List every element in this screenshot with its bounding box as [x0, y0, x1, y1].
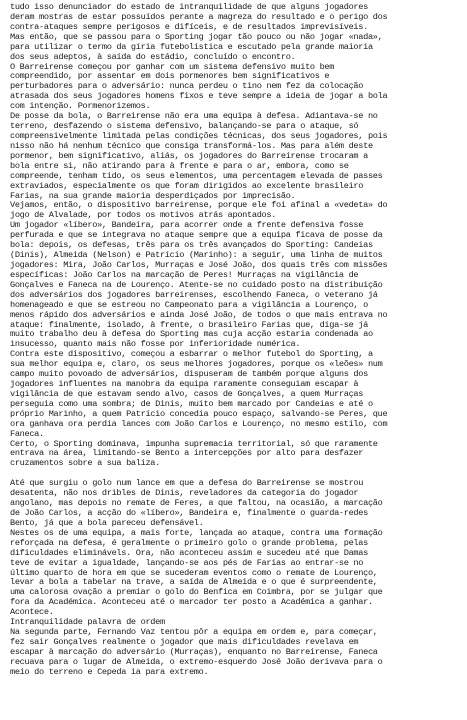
- text-line: bola: depois, os defesas, três para os três avançados do Sporting: Candeias: [10, 241, 373, 251]
- text-line: Nestes os de uma equipa, a mais forte, lançada ao ataque, contra uma formação: [10, 528, 383, 538]
- text-line: deram mostras de estar possuídos perante a magreza do resultado e o perigo dos: [10, 12, 388, 22]
- text-line: perturbadores para o adversário: nunca perdeu o tino nem fez da colocação: [10, 82, 364, 92]
- text-line: específicas: João Carlos na marcação de Peres! Murraças na vigilância de: [10, 270, 359, 280]
- text-line: próprio Marinho, a quem Patrício concedia pouco espaço, salvando-se Peres, que: [10, 409, 388, 419]
- text-line: Mas então, que se passou para o Sporting jogar tão pouco ou não jogar «nada»,: [10, 32, 383, 42]
- text-line: Um jogador «líbero», Bandeira, para acorrer onde a frente defensiva fosse: [10, 221, 364, 231]
- text-line: jogadores influentes na manobra da equipa raramente conseguiam escapar à: [10, 380, 359, 390]
- text-line: tudo isso denunciador do estado de intranquilidade de que alguns jogadores: [10, 3, 368, 12]
- text-line: Acontece.: [10, 608, 54, 618]
- text-line: sua melhor equipa e, claro, os seus melhores jogadores, porque os «leões» num: [10, 360, 383, 370]
- text-line: atrasada dos seus jogadores homens fixos e teve sempre a ideia de jogar a bola: [10, 92, 388, 102]
- text-line: perfurada e que se integrava no ataque sempre que a equipa ficava de posse da: [10, 231, 383, 241]
- text-line: reforçada na defesa, é geralmente o primeiro golo o grande problema, pelas: [10, 538, 368, 548]
- text-line: dos adversários dos jogadores barreirenses, escolhendo Faneca, o veterano já: [10, 290, 378, 300]
- text-line: para utilizar o termo da gíria futebolística e escutado pela grande maioria: [10, 42, 373, 52]
- text-line: pormenor, bem significativo, aliás, os jogadores do Barreirense trocaram a: [10, 151, 368, 161]
- text-line: Na segunda parte, Fernando Vaz tentou pôr a equipa em ordem e, para começar,: [10, 628, 378, 638]
- text-line: Gonçalves e Faneca na de Lourenço. Atente-se no cuidado posto na distribuição: [10, 280, 383, 290]
- text-line: angolano, mas depois no remate de Feres, a que faltou, na ocasião, a marcação: [10, 499, 383, 509]
- text-line: Certo, o Sporting dominava, impunha supremacia territorial, só que raramente: [10, 439, 378, 449]
- text-line: Contra este dispositivo, começou a esbarrar o melhor futebol do Sporting, a: [10, 350, 373, 360]
- text-line: recuava para o lugar de Almeida, o extremo-esquerdo José João derivava para o: [10, 657, 383, 667]
- text-line: jogadores: Mira, João Carlos, Murraças e José João, dos quais três com missões: [10, 260, 388, 270]
- text-line: compreensivelmente limitada pelas condições técnicas, dos seus jogadores, pois: [10, 131, 388, 141]
- text-line: Até que surgiu o golo num lance em que a defesa do Barreirense se mostrou: [10, 479, 364, 489]
- text-line: dos seus adeptos, à saída do estádio, concluído o encontro.: [10, 52, 296, 62]
- text-line: Intranquilidade palavra de ordem: [10, 618, 165, 628]
- text-line: desatenta, não nos dribles de Dinis, reveladores da categoria do jogador: [10, 489, 359, 499]
- text-line: vigilância de que estavam sendo alvo, casos de Gonçalves, a quem Murraças: [10, 389, 364, 399]
- text-line: Bento, já que a bola pareceu defensável.: [10, 518, 204, 528]
- text-line: fora da Académica. Aconteceu até o marcador ter posto a Académica a ganhar.: [10, 598, 373, 608]
- text-line: compreendido, por assentar em dois pormenores bem significativos e: [10, 72, 330, 82]
- text-line: Vejamos, então, o dispositivo barreirense, porque ele foi afinal a «vedeta» do: [10, 201, 388, 211]
- paragraph-block-1: [10, 3, 460, 469]
- text-line: com intenção. Pormenorizemos.: [10, 102, 151, 112]
- text-line: jogo de Alvalade, por todos os motivos atrás apontados.: [10, 211, 277, 221]
- text-line: O Barreirense começou por ganhar com um sistema defensivo muito bem: [10, 62, 335, 72]
- text-line: fez sair Gonçalves realmente o jogador que mais dificuldades revelava em: [10, 638, 359, 647]
- text-line: ora ganhava ora perdia lances com João Carlos e Lourenço, no mesmo estilo, com: [10, 419, 388, 429]
- text-line: extraviados, especialmente os que foram dirigidos ao excelente brasileiro: [10, 181, 364, 191]
- text-line: levar a bola a tabelar na trave, a saída de Almeida e o que é surpreendente,: [10, 578, 378, 588]
- text-line: De posse da bola, o Barreirense não era uma equipa à defesa. Adiantava-se no: [10, 112, 378, 122]
- paragraph-block-2: [10, 479, 460, 677]
- text-line: terreno, desfazendo o sistema defensivo, balançando-se para o ataque, só: [10, 122, 359, 132]
- text-line: insucesso, quanto mais não fosse por inferioridade numérica.: [10, 340, 301, 350]
- text-line: contra-ataques sempre perigosos e difíceis, e de resultados imprevisíveis.: [10, 22, 368, 32]
- text-line: de João Carlos, a acção do «líbero», Bandeira e, finalmente o guarda-redes: [10, 509, 368, 519]
- paragraph-gap: [10, 469, 460, 479]
- text-line: campo muito povoado de adversários, dispuseram de também porque alguns dos: [10, 370, 368, 380]
- text-line: perseguia como uma sombra; de Dinis, muito bem marcado por Candeias e até o: [10, 399, 373, 409]
- text-line: bola entre si, não atirando para à frente e para o ar, embora, como se: [10, 161, 349, 171]
- text-line: nisso não há nenhum técnico que consiga transformá-los. Mas para além deste: [10, 141, 373, 151]
- text-line: cruzamentos sobre a sua baliza.: [10, 459, 160, 469]
- text-line: (Dinis), Almeida (Nelson) e Patrício (Marinho): a seguir, uma linha de muitos: [10, 251, 383, 261]
- text-line: teve de evitar a igualdade, lançando-se aos pés de Farias ao entrar-se no: [10, 558, 364, 568]
- text-line: compreende, tenham tido, os seus elementos, uma percentagem elevada de passes: [10, 171, 383, 181]
- text-line: Farias, na sua grande maioria desperdiçados por imprecisão.: [10, 191, 296, 201]
- text-line: entrava na área, limitando-se Bento a intercepções por alto para desfazer: [10, 449, 364, 459]
- text-line: escapar à marcação do adversário (Murraças), enquanto no Barreirense, Faneca: [10, 647, 378, 657]
- text-line: dificuldades eliminávels. Ora, não aconteceu assim e sucedeu até que Damas: [10, 548, 368, 558]
- text-line: Faneca.: [10, 429, 44, 439]
- text-line: uma calorosa ovação a premiar o golo do Benfica em Coimbra, por se julgar que: [10, 588, 383, 598]
- text-line: menos rápido dos adversários e ainda José João, de todos o que mais entrava no: [10, 310, 388, 320]
- text-line: último quarto de hora em que se sucederam eventos como o remate de Lourenço,: [10, 568, 378, 578]
- text-line: homenageado e que se estreou no Campeonato para a vigilância a Lourenço, o: [10, 300, 368, 310]
- text-line: meio do terreno e Cepeda ia para extremo.: [10, 667, 209, 677]
- text-line: ataque: finalmente, isolado, à frente, o brasileiro Farias que, diga-se já: [10, 320, 368, 330]
- text-line: muito trabalho deu à defesa do Sporting mas cuja acção estaria condenada ao: [10, 330, 373, 340]
